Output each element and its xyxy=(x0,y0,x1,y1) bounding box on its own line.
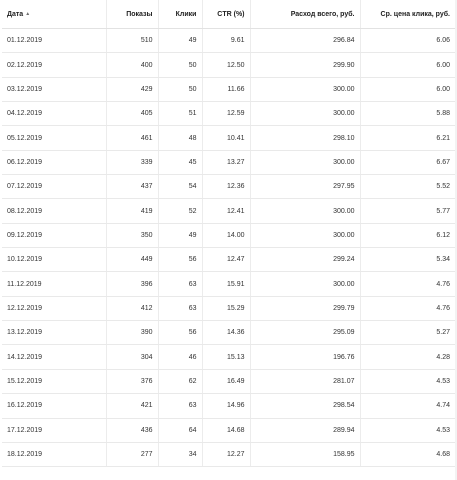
cell-clicks: 50 xyxy=(158,53,202,77)
cell-date: 11.12.2019 xyxy=(2,272,106,296)
cell-date: 03.12.2019 xyxy=(2,77,106,101)
cell-cpc: 6.12 xyxy=(360,223,455,247)
cell-cost: 289.94 xyxy=(250,418,360,442)
column-header-clicks[interactable]: Клики xyxy=(158,0,202,29)
cell-cpc: 6.00 xyxy=(360,53,455,77)
cell-cpc: 5.52 xyxy=(360,175,455,199)
cell-ctr: 12.59 xyxy=(202,102,250,126)
table-row xyxy=(2,175,455,199)
cell-cpc: 5.77 xyxy=(360,199,455,223)
cell-date: 01.12.2019 xyxy=(2,29,106,53)
cell-shows: 405 xyxy=(106,102,158,126)
table-row xyxy=(2,369,455,393)
cell-cost: 298.54 xyxy=(250,394,360,418)
header-row xyxy=(2,0,455,29)
table-row xyxy=(2,345,455,369)
column-header-date-label: Дата xyxy=(7,10,24,18)
cell-cost: 297.95 xyxy=(250,175,360,199)
cell-cost: 299.24 xyxy=(250,248,360,272)
cell-date: 02.12.2019 xyxy=(2,53,106,77)
cell-date: 10.12.2019 xyxy=(2,248,106,272)
table-row xyxy=(2,29,455,53)
column-header-shows[interactable]: Показы xyxy=(106,0,158,29)
cell-clicks: 48 xyxy=(158,126,202,150)
cell-cpc: 5.88 xyxy=(360,102,455,126)
cell-date: 13.12.2019 xyxy=(2,321,106,345)
cell-shows: 412 xyxy=(106,296,158,320)
table-row xyxy=(2,77,455,101)
cell-cpc: 4.68 xyxy=(360,442,455,466)
cell-shows: 419 xyxy=(106,199,158,223)
cell-cost: 296.84 xyxy=(250,29,360,53)
cell-clicks: 56 xyxy=(158,321,202,345)
table-row xyxy=(2,418,455,442)
cell-cpc: 6.00 xyxy=(360,77,455,101)
sort-ascending-icon[interactable]: ▲ xyxy=(25,10,31,17)
cell-shows: 277 xyxy=(106,442,158,466)
cell-cpc: 6.06 xyxy=(360,29,455,53)
table-row xyxy=(2,102,455,126)
cell-ctr: 12.27 xyxy=(202,442,250,466)
table-row xyxy=(2,53,455,77)
column-header-date[interactable] xyxy=(2,0,106,29)
cell-shows: 376 xyxy=(106,369,158,393)
cell-date: 09.12.2019 xyxy=(2,223,106,247)
cell-ctr: 12.41 xyxy=(202,199,250,223)
table-row xyxy=(2,394,455,418)
table-row xyxy=(2,321,455,345)
cell-ctr: 13.27 xyxy=(202,150,250,174)
cell-cost: 300.00 xyxy=(250,223,360,247)
cell-cpc: 4.74 xyxy=(360,394,455,418)
cell-cost: 299.79 xyxy=(250,296,360,320)
cell-date: 18.12.2019 xyxy=(2,442,106,466)
cell-ctr: 9.61 xyxy=(202,29,250,53)
column-header-ctr[interactable]: CTR (%) xyxy=(202,0,250,29)
cell-ctr: 14.36 xyxy=(202,321,250,345)
cell-ctr: 15.13 xyxy=(202,345,250,369)
cell-date: 06.12.2019 xyxy=(2,150,106,174)
cell-cpc: 4.76 xyxy=(360,296,455,320)
table-body xyxy=(2,29,455,467)
cell-clicks: 45 xyxy=(158,150,202,174)
cell-clicks: 56 xyxy=(158,248,202,272)
cell-clicks: 34 xyxy=(158,442,202,466)
cell-clicks: 51 xyxy=(158,102,202,126)
cell-cost: 295.09 xyxy=(250,321,360,345)
cell-shows: 350 xyxy=(106,223,158,247)
cell-cpc: 5.27 xyxy=(360,321,455,345)
table-row xyxy=(2,150,455,174)
cell-cpc: 5.34 xyxy=(360,248,455,272)
cell-cpc: 4.28 xyxy=(360,345,455,369)
cell-cost: 300.00 xyxy=(250,199,360,223)
cell-clicks: 52 xyxy=(158,199,202,223)
statistics-table xyxy=(2,0,455,467)
table-header xyxy=(2,0,455,29)
cell-ctr: 10.41 xyxy=(202,126,250,150)
table-row xyxy=(2,223,455,247)
cell-date: 05.12.2019 xyxy=(2,126,106,150)
column-header-cpc[interactable]: Ср. цена клика, руб. xyxy=(360,0,455,29)
cell-cost: 300.00 xyxy=(250,102,360,126)
table-row xyxy=(2,296,455,320)
cell-shows: 304 xyxy=(106,345,158,369)
cell-date: 17.12.2019 xyxy=(2,418,106,442)
cell-cpc: 6.21 xyxy=(360,126,455,150)
cell-ctr: 14.00 xyxy=(202,223,250,247)
cell-cpc: 4.53 xyxy=(360,418,455,442)
cell-clicks: 63 xyxy=(158,394,202,418)
cell-ctr: 12.47 xyxy=(202,248,250,272)
cell-clicks: 62 xyxy=(158,369,202,393)
table-row xyxy=(2,199,455,223)
cell-date: 04.12.2019 xyxy=(2,102,106,126)
cell-cost: 281.07 xyxy=(250,369,360,393)
cell-ctr: 12.36 xyxy=(202,175,250,199)
table-row xyxy=(2,272,455,296)
cell-date: 15.12.2019 xyxy=(2,369,106,393)
cell-clicks: 63 xyxy=(158,272,202,296)
cell-clicks: 49 xyxy=(158,29,202,53)
cell-shows: 429 xyxy=(106,77,158,101)
cell-cost: 298.10 xyxy=(250,126,360,150)
cell-date: 12.12.2019 xyxy=(2,296,106,320)
cell-date: 14.12.2019 xyxy=(2,345,106,369)
cell-cpc: 4.76 xyxy=(360,272,455,296)
cell-cpc: 4.53 xyxy=(360,369,455,393)
cell-shows: 510 xyxy=(106,29,158,53)
table-row xyxy=(2,248,455,272)
cell-date: 07.12.2019 xyxy=(2,175,106,199)
cell-ctr: 15.91 xyxy=(202,272,250,296)
cell-ctr: 14.68 xyxy=(202,418,250,442)
cell-cost: 158.95 xyxy=(250,442,360,466)
cell-ctr: 12.50 xyxy=(202,53,250,77)
cell-clicks: 63 xyxy=(158,296,202,320)
cell-date: 08.12.2019 xyxy=(2,199,106,223)
cell-shows: 339 xyxy=(106,150,158,174)
cell-cost: 300.00 xyxy=(250,150,360,174)
column-header-cost[interactable]: Расход всего, руб. xyxy=(250,0,360,29)
cell-shows: 400 xyxy=(106,53,158,77)
cell-shows: 396 xyxy=(106,272,158,296)
cell-date: 16.12.2019 xyxy=(2,394,106,418)
cell-cost: 300.00 xyxy=(250,272,360,296)
cell-cost: 300.00 xyxy=(250,77,360,101)
cell-shows: 436 xyxy=(106,418,158,442)
cell-clicks: 50 xyxy=(158,77,202,101)
table-row xyxy=(2,442,455,466)
table-row xyxy=(2,126,455,150)
cell-ctr: 16.49 xyxy=(202,369,250,393)
cell-shows: 390 xyxy=(106,321,158,345)
cell-shows: 437 xyxy=(106,175,158,199)
cell-ctr: 14.96 xyxy=(202,394,250,418)
cell-clicks: 64 xyxy=(158,418,202,442)
cell-cpc: 6.67 xyxy=(360,150,455,174)
cell-shows: 449 xyxy=(106,248,158,272)
cell-ctr: 15.29 xyxy=(202,296,250,320)
cell-shows: 461 xyxy=(106,126,158,150)
cell-cost: 299.90 xyxy=(250,53,360,77)
cell-clicks: 54 xyxy=(158,175,202,199)
cell-clicks: 49 xyxy=(158,223,202,247)
cell-clicks: 46 xyxy=(158,345,202,369)
cell-ctr: 11.66 xyxy=(202,77,250,101)
cell-cost: 196.76 xyxy=(250,345,360,369)
cell-shows: 421 xyxy=(106,394,158,418)
